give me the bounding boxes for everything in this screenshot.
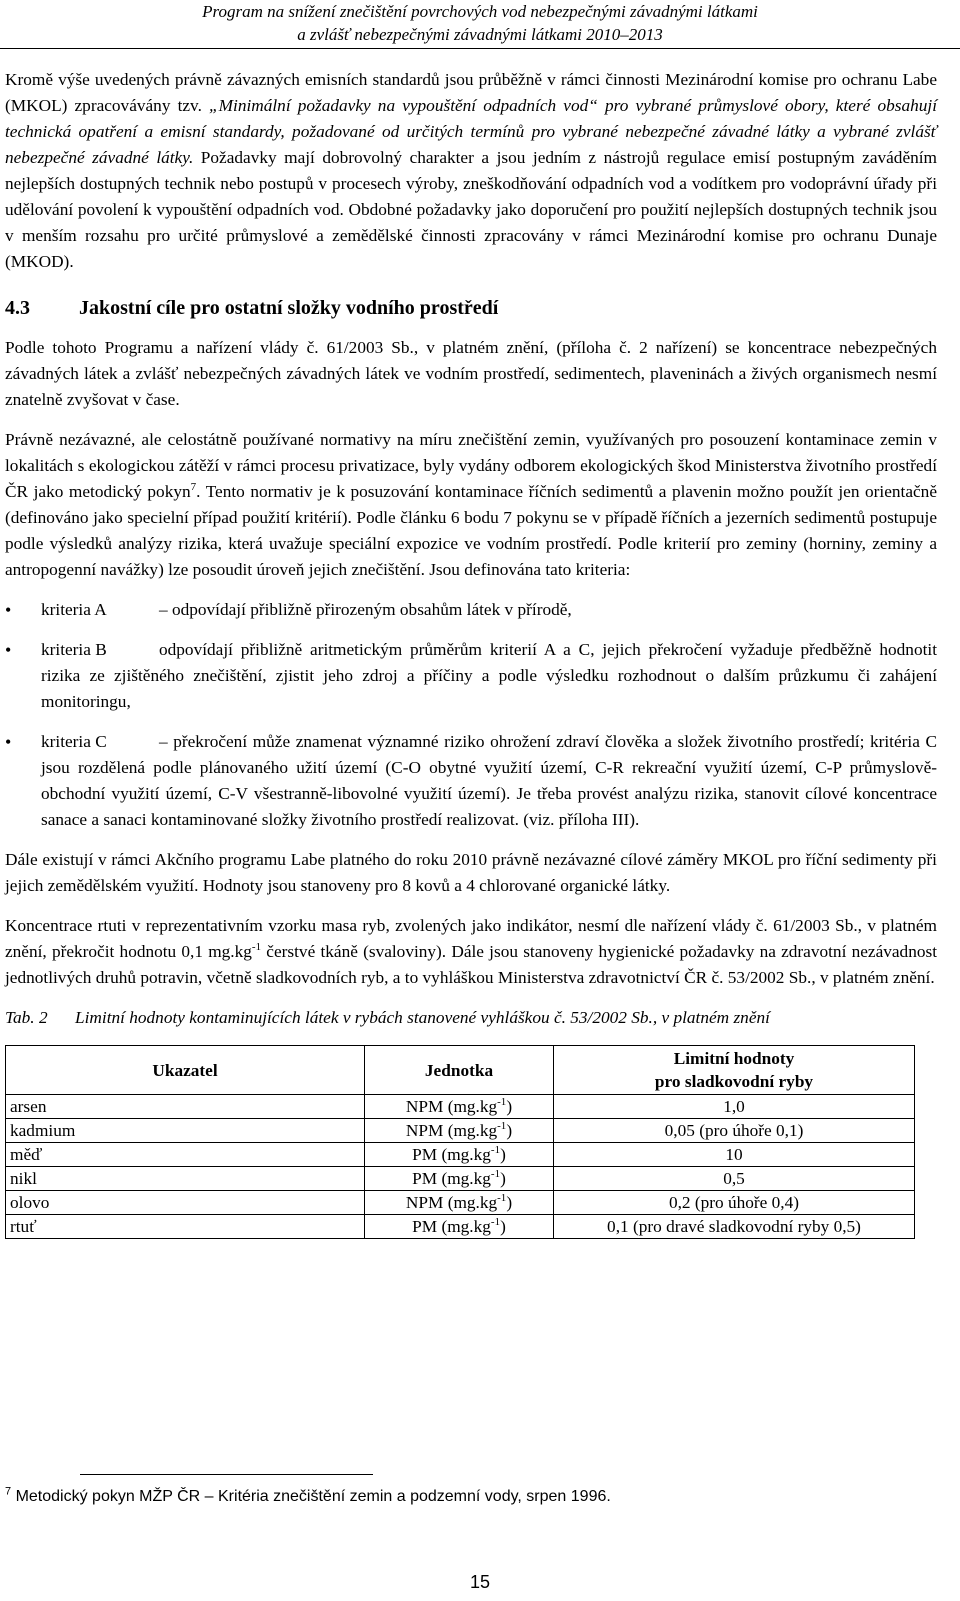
criteria-term: kriteria A bbox=[41, 600, 107, 619]
paragraph-akcni-program: Dále existují v rámci Akčního programu Labe platného do roku 2010 právně nezávazné cílové záměry MKOL pro říční sedimenty při jejich zemědělském využití. Hodnoty jsou stanoveny pro 8 kovů a 4 chlorované organické látky. bbox=[5, 850, 937, 895]
cell-unit: PM $(mg.kg^{-1})$ bbox=[365, 1167, 554, 1191]
superscript: -1 bbox=[251, 941, 262, 954]
table-row bbox=[6, 1215, 915, 1239]
criteria-text: – odpovídají přibližně přirozeným obsahům látek v přírodě, bbox=[159, 600, 572, 619]
cell-value: 10 bbox=[554, 1143, 915, 1167]
footnote-separator bbox=[80, 1474, 373, 1475]
cell-value: 0,2 (pro úhoře 0,4) bbox=[554, 1191, 915, 1215]
cell-unit: NPM $(mg.kg^{-1})$ bbox=[365, 1119, 554, 1143]
header-line: pro sladkovodní ryby bbox=[654, 1072, 814, 1091]
table-row bbox=[6, 1095, 915, 1119]
cell-unit: NPM $(mg.kg^{-1})$ bbox=[365, 1095, 554, 1119]
cell-value: 0,5 bbox=[554, 1167, 915, 1191]
paragraph-normativy bbox=[5, 427, 937, 583]
cell-name: měď bbox=[6, 1143, 365, 1167]
cell-unit: NPM $(mg.kg^{-1})$ bbox=[365, 1191, 554, 1215]
paragraph-text: Právně nezávazné, ale celostátně používané normativy na míru znečištění zemin, využívaných pro posouzení kontaminace zemin v lokalitách s ekologickou zátěží v rámci procesu privatizace, byly vydány odborem ekologických škod Ministerstva životního prostředí ČR jako metodický pokyn bbox=[5, 430, 937, 501]
italic-quote: „Minimální požadavky na vypouštění odpadních vod“ pro vybrané průmyslové obory, které obsahují technická opatření a emisní standardy, požadované od určitých termínů pro vybrané nebezpečné závadné látky a vybrané zvlášť nebezpečné závadné látky. bbox=[5, 96, 937, 167]
table-caption-text: Limitní hodnoty kontaminujících látek v rybách stanovené vyhláškou č. 53/2002 Sb., v platném znění bbox=[75, 1008, 770, 1027]
cell-name: kadmium bbox=[6, 1119, 365, 1143]
list-item bbox=[5, 597, 937, 623]
header-line: Limitní hodnoty bbox=[673, 1049, 795, 1068]
footnote-text: Metodický pokyn MŽP ČR – Kritéria znečištění zemin a podzemní vody, srpen 1996. bbox=[11, 1488, 611, 1505]
page-number: 15 bbox=[469, 1572, 491, 1592]
table-row bbox=[6, 1143, 915, 1167]
header-line-2: a zvlášť nebezpečnými závadnými látkami 2010–2013 bbox=[297, 25, 663, 44]
column-header: Ukazatel bbox=[6, 1046, 365, 1095]
paragraph-text: Koncentrace rtuti v reprezentativním vzorku masa ryb, zvolených jako indikátor, nesmí dle nařízení vlády č. 61/2003 Sb., v platném znění, překročit hodnotu 0,1 mg.kg bbox=[5, 916, 937, 961]
paragraph-rtut bbox=[5, 913, 937, 991]
section-number: 4.3 bbox=[5, 297, 30, 319]
running-header bbox=[0, 0, 960, 46]
page-body bbox=[5, 67, 937, 1239]
column-header: Jednotka bbox=[365, 1046, 554, 1095]
column-header bbox=[554, 1046, 915, 1095]
list-item bbox=[5, 729, 937, 833]
cell-name: rtuť bbox=[6, 1215, 365, 1239]
section-heading bbox=[5, 295, 937, 321]
paragraph-mkol bbox=[5, 67, 937, 275]
criteria-list bbox=[5, 597, 937, 833]
paragraph-program: Podle tohoto Programu a nařízení vlády č. 61/2003 Sb., v platném znění, (příloha č. 2 nařízení) se koncentrace nebezpečných závadných látek a zvlášť nebezpečných závadných látek ve vodním prostředí, sedimentech, plaveninách a živých organismech nesmí znatelně zvyšovat v čase. bbox=[5, 338, 937, 409]
paragraph-text: Kromě výše uvedených právně závazných emisních standardů jsou průběžně v rámci činnosti Mezinárodní komise pro ochranu Labe (MKOL) zpracovávány tzv. bbox=[5, 70, 937, 115]
header-rule bbox=[0, 48, 960, 49]
table-caption bbox=[5, 1005, 937, 1031]
table-row bbox=[6, 1119, 915, 1143]
section-title: Jakostní cíle pro ostatní složky vodního prostředí bbox=[79, 297, 499, 319]
criteria-term: kriteria C bbox=[41, 732, 107, 751]
table-header-row bbox=[6, 1046, 915, 1095]
cell-value: 1,0 bbox=[554, 1095, 915, 1119]
cell-value: 0,1 (pro dravé sladkovodní ryby 0,5) bbox=[554, 1215, 915, 1239]
footnote-mark: 7 bbox=[5, 1485, 12, 1498]
criteria-text: – překročení může znamenat významné riziko ohrožení zdraví člověka a složek životního prostředí; kritéria C jsou rozdělená podle plánovaného užití území (C-O obytné využití území, C-R rekreační využití území, C-P průmyslově-obchodní využití území, C-V všestranně-libovolné využití území). Je třeba provést analýzu rizika, stanovit cílové koncentrace sanace a sanaci kontaminované složky životního prostředí realizovat. (viz. příloha III). bbox=[41, 732, 937, 829]
cell-unit: PM $(mg.kg^{-1})$ bbox=[365, 1215, 554, 1239]
table-number: Tab. 2 bbox=[5, 1008, 48, 1027]
paragraph-text: . Tento normativ je k posuzování kontaminace říčních sedimentů a plavenin možno použít jen orientačně (definováno jako specielní případ použití kritérií). Podle článku 6 bodu 7 pokynu se v případě říčních a jezerních sedimentů postupuje podle výsledků analýzy rizika, která uvažuje speciální expozice ve vodním prostředí. Podle kriterií pro zeminy (horniny, zeminy a antropogenní navážky) lze posoudit úroveň jejich znečištění. Jsou definována tato kriteria: bbox=[5, 482, 937, 579]
cell-value: 0,05 (pro úhoře 0,1) bbox=[554, 1119, 915, 1143]
footnote-reference[interactable]: 7 bbox=[190, 481, 197, 494]
cell-name: olovo bbox=[6, 1191, 365, 1215]
table-row bbox=[6, 1191, 915, 1215]
cell-name: arsen bbox=[6, 1095, 365, 1119]
paragraph-text: Požadavky mají dobrovolný charakter a jsou jedním z nástrojů regulace emisí postupným zaváděním nejlepších dostupných technik nebo postupů v procesech výroby, zneškodňování odpadních vod a vodítkem pro vodoprávní úřady při udělování povolení k vypouštění odpadních vod. Obdobné požadavky jako doporučení pro použití nejlepších dostupných technik jsou v menším rozsahu pro určité průmyslové a zemědělské činnosti zpracovány v rámci Mezinárodní komise pro ochranu Dunaje (MKOD). bbox=[5, 148, 937, 271]
footnote bbox=[5, 1485, 611, 1506]
list-item bbox=[5, 637, 937, 715]
table-row bbox=[6, 1167, 915, 1191]
header-line-1: Program na snížení znečištění povrchových vod nebezpečnými závadnými látkami bbox=[202, 2, 758, 21]
criteria-text: odpovídají přibližně aritmetickým průměrům kriterií A a C, jejich překročení vyžaduje předběžně hodnotit rizika ze zjištěného znečištění, zjistit jeho zdroj a příčiny a podle výsledku rozhodnout o dalším průzkumu či zahájení monitoringu, bbox=[41, 640, 937, 711]
cell-name: nikl bbox=[6, 1167, 365, 1191]
limits-table bbox=[5, 1045, 915, 1239]
paragraph-text: čerstvé tkáně (svaloviny). Dále jsou stanoveny hygienické požadavky na zdravotní nezávadnost jednotlivých druhů potravin, včetně sladkovodních ryb, a to vyhláškou Ministerstva zdravotnictví ČR č. 53/2002 Sb., v platném znění. bbox=[5, 942, 937, 987]
cell-unit: PM $(mg.kg^{-1})$ bbox=[365, 1143, 554, 1167]
criteria-term: kriteria B bbox=[41, 640, 107, 659]
